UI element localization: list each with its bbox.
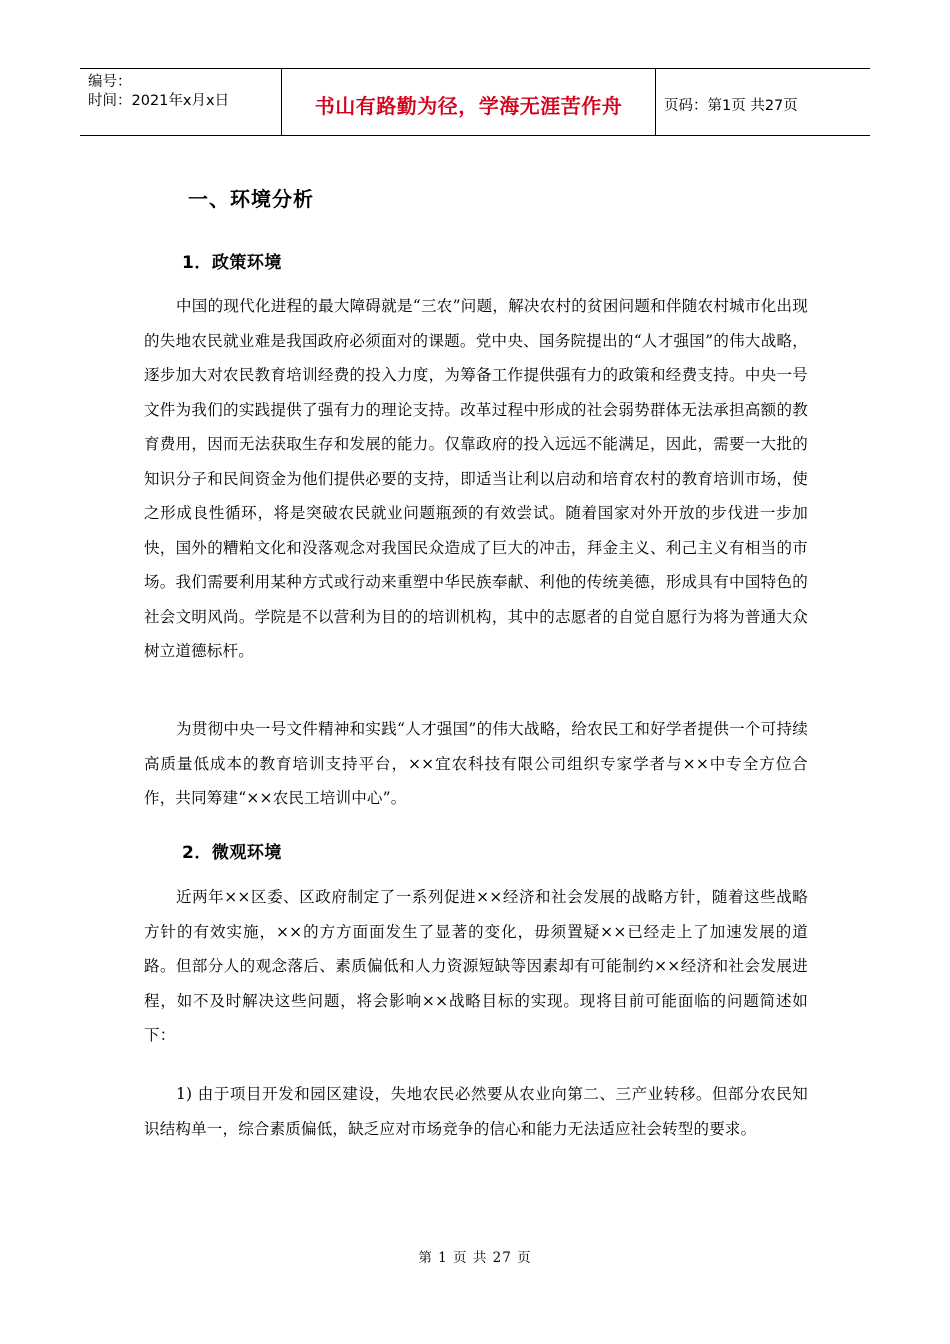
header-page-info: 页码：第1页 共27页 [664, 97, 798, 114]
policy-paragraph-2: 为贯彻中央一号文件精神和实践“人才强国”的伟大战略，给农民工和好学者提供一个可持续高质量低成本的教育培训支持平台，××宜农科技有限公司组织专家学者与××中专全方位合作，共同筹建“××农民工培训中心”。 [144, 720, 808, 807]
policy-paragraph-1: 中国的现代化进程的最大障碍就是“三农”问题，解决农村的贫困问题和伴随农村城市化出现的失地农民就业难是我国政府必须面对的课题。党中央、国务院提出的“人才强国”的伟大战略，逐步加大对农民教育培训经费的投入力度，为筹备工作提供强有力的政策和经费支持。中央一号文件为我们的实践提供了强有力的理论支持。改革过程中形成的社会弱势群体无法承担高额的教育费用，因而无法获取生存和发展的能力。仅靠政府的投入远远不能满足，因此，需要一大批的知识分子和民间资金为他们提供必要的支持，即适当让利以启动和培育农村的教育培训市场，使之形成良性循环，将是突破农民就业问题瓶颈的有效尝试。随着国家对外开放的步伐进一步加快，国外的糟粕文化和没落观念对我国民众造成了巨大的冲击，拜金主义、利己主义有相当的市场。我们需要利用某种方式或行动来重塑中华民族奉献、利他的传统美德，形成具有中国特色的社会文明风尚。学院是不以营利为目的的培训机构，其中的志愿者的自觉自愿行为将为普通大众树立道德标杆。 [144, 297, 808, 660]
micro-paragraph-1: 近两年××区委、区政府制定了一系列促进××经济和社会发展的战略方针，随着这些战略方针的有效实施，××的方方面面发生了显著的变化，毋须置疑××已经走上了加速发展的道路。但部分人的观念落后、素质偏低和人力资源短缺等因素却有可能制约××经济和社会发展进程，如不及时解决这些问题，将会影响××战略目标的实现。现将目前可能面临的问题简述如下： [144, 888, 808, 1044]
page-footer: 第 1 页 共 27 页 [418, 1250, 532, 1266]
subsection-title-policy-environment: 1．政策环境 [182, 253, 282, 273]
micro-paragraph-2: 1) 由于项目开发和园区建设，失地农民必然要从农业向第二、三产业转移。但部分农民知识结构单一，综合素质偏低，缺乏应对市场竞争的信心和能力无法适应社会转型的要求。 [144, 1085, 808, 1138]
document-header [80, 68, 870, 136]
document-date-label: 时间：2021年x月x日 [88, 93, 230, 109]
section-title-environment-analysis: 一、环境分析 [188, 187, 314, 211]
header-meta-cell [80, 69, 282, 135]
subsection-title-micro-environment: 2．微观环境 [182, 843, 282, 863]
document-number-label: 编号： [88, 74, 132, 90]
header-motto: 书山有路勤为径，学海无涯苦作舟 [282, 69, 656, 135]
